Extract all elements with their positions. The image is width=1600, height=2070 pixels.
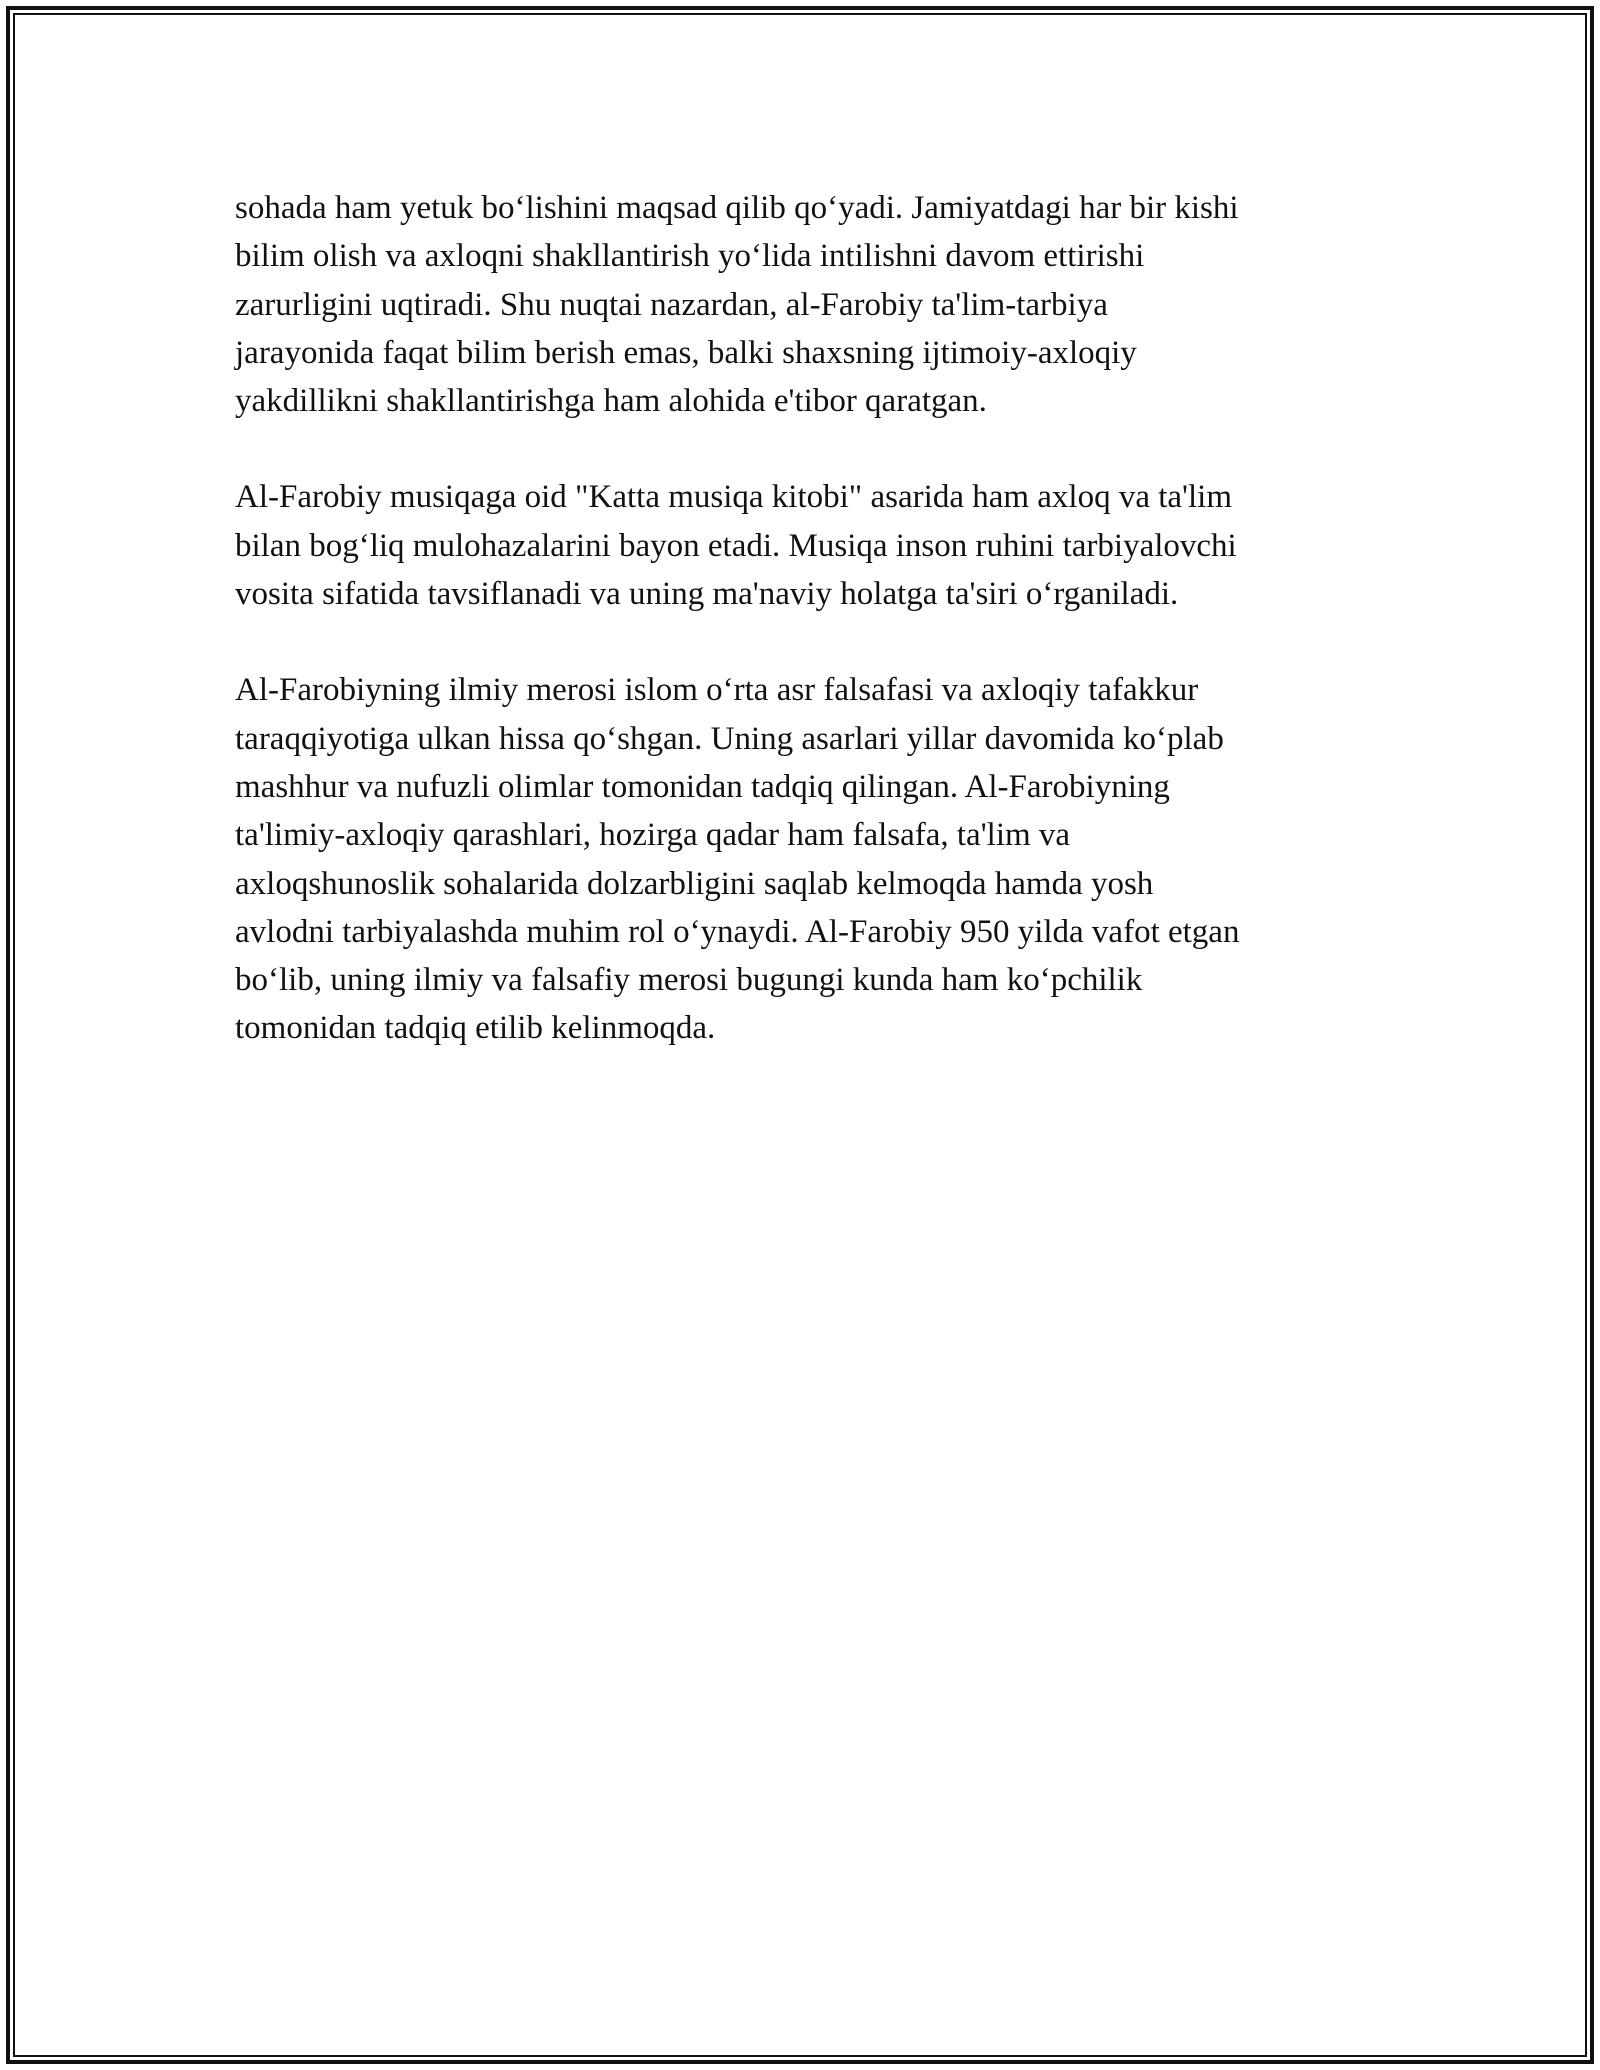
text-line: taraqqiyotiga ulkan hissa qo‘shgan. Uning asarlari yillar davomida ko‘plab: [235, 720, 1224, 757]
text-line: Al-Farobiy musiqaga oid "Katta musiqa kitobi" asarida ham axloq va ta'lim: [235, 479, 1233, 516]
text-line: tomonidan tadqiq etilib kelinmoqda.: [235, 1010, 716, 1047]
text-line: mashhur va nufuzli olimlar tomonidan tadqiq qilingan. Al-Farobiyning: [235, 768, 1170, 805]
paragraph-1: [235, 184, 1375, 425]
text-line: bilim olish va axloqni shakllantirish yo‘lida intilishni davom ettirishi: [235, 238, 1145, 275]
text-line: yakdillikni shakllantirishga ham alohida e'tibor qaratgan.: [235, 383, 987, 420]
text-line: bo‘lib, uning ilmiy va falsafiy merosi bugungi kunda ham ko‘pchilik: [235, 962, 1143, 999]
text-line: jarayonida faqat bilim berish emas, balki shaxsning ijtimoiy-axloqiy: [235, 334, 1137, 371]
text-line: zarurligini uqtiradi. Shu nuqtai nazardan, al-Farobiy ta'lim-tarbiya: [235, 286, 1108, 323]
text-line: sohada ham yetuk bo‘lishini maqsad qilib qo‘yadi. Jamiyatdagi har bir kishi: [235, 190, 1239, 226]
text-line: avlodni tarbiyalashda muhim rol o‘ynaydi. Al-Farobiy 950 yilda vafot etgan: [235, 913, 1240, 950]
paragraph-2: [235, 473, 1375, 618]
document-body: [235, 184, 1375, 1101]
text-line: axloqshunoslik sohalarida dolzarbligini saqlab kelmoqda hamda yosh: [235, 865, 1154, 902]
text-line: Al-Farobiyning ilmiy merosi islom o‘rta asr falsafasi va axloqiy tafakkur: [235, 672, 1199, 709]
paragraph-3: [235, 666, 1375, 1052]
text-line: bilan bog‘liq mulohazalarini bayon etadi. Musiqa inson ruhini tarbiyalovchi: [235, 527, 1237, 564]
text-line: ta'limiy-axloqiy qarashlari, hozirga qadar ham falsafa, ta'lim va: [235, 817, 1071, 854]
text-line: vosita sifatida tavsiflanadi va uning ma'naviy holatga ta'siri o‘rganiladi.: [235, 576, 1179, 613]
